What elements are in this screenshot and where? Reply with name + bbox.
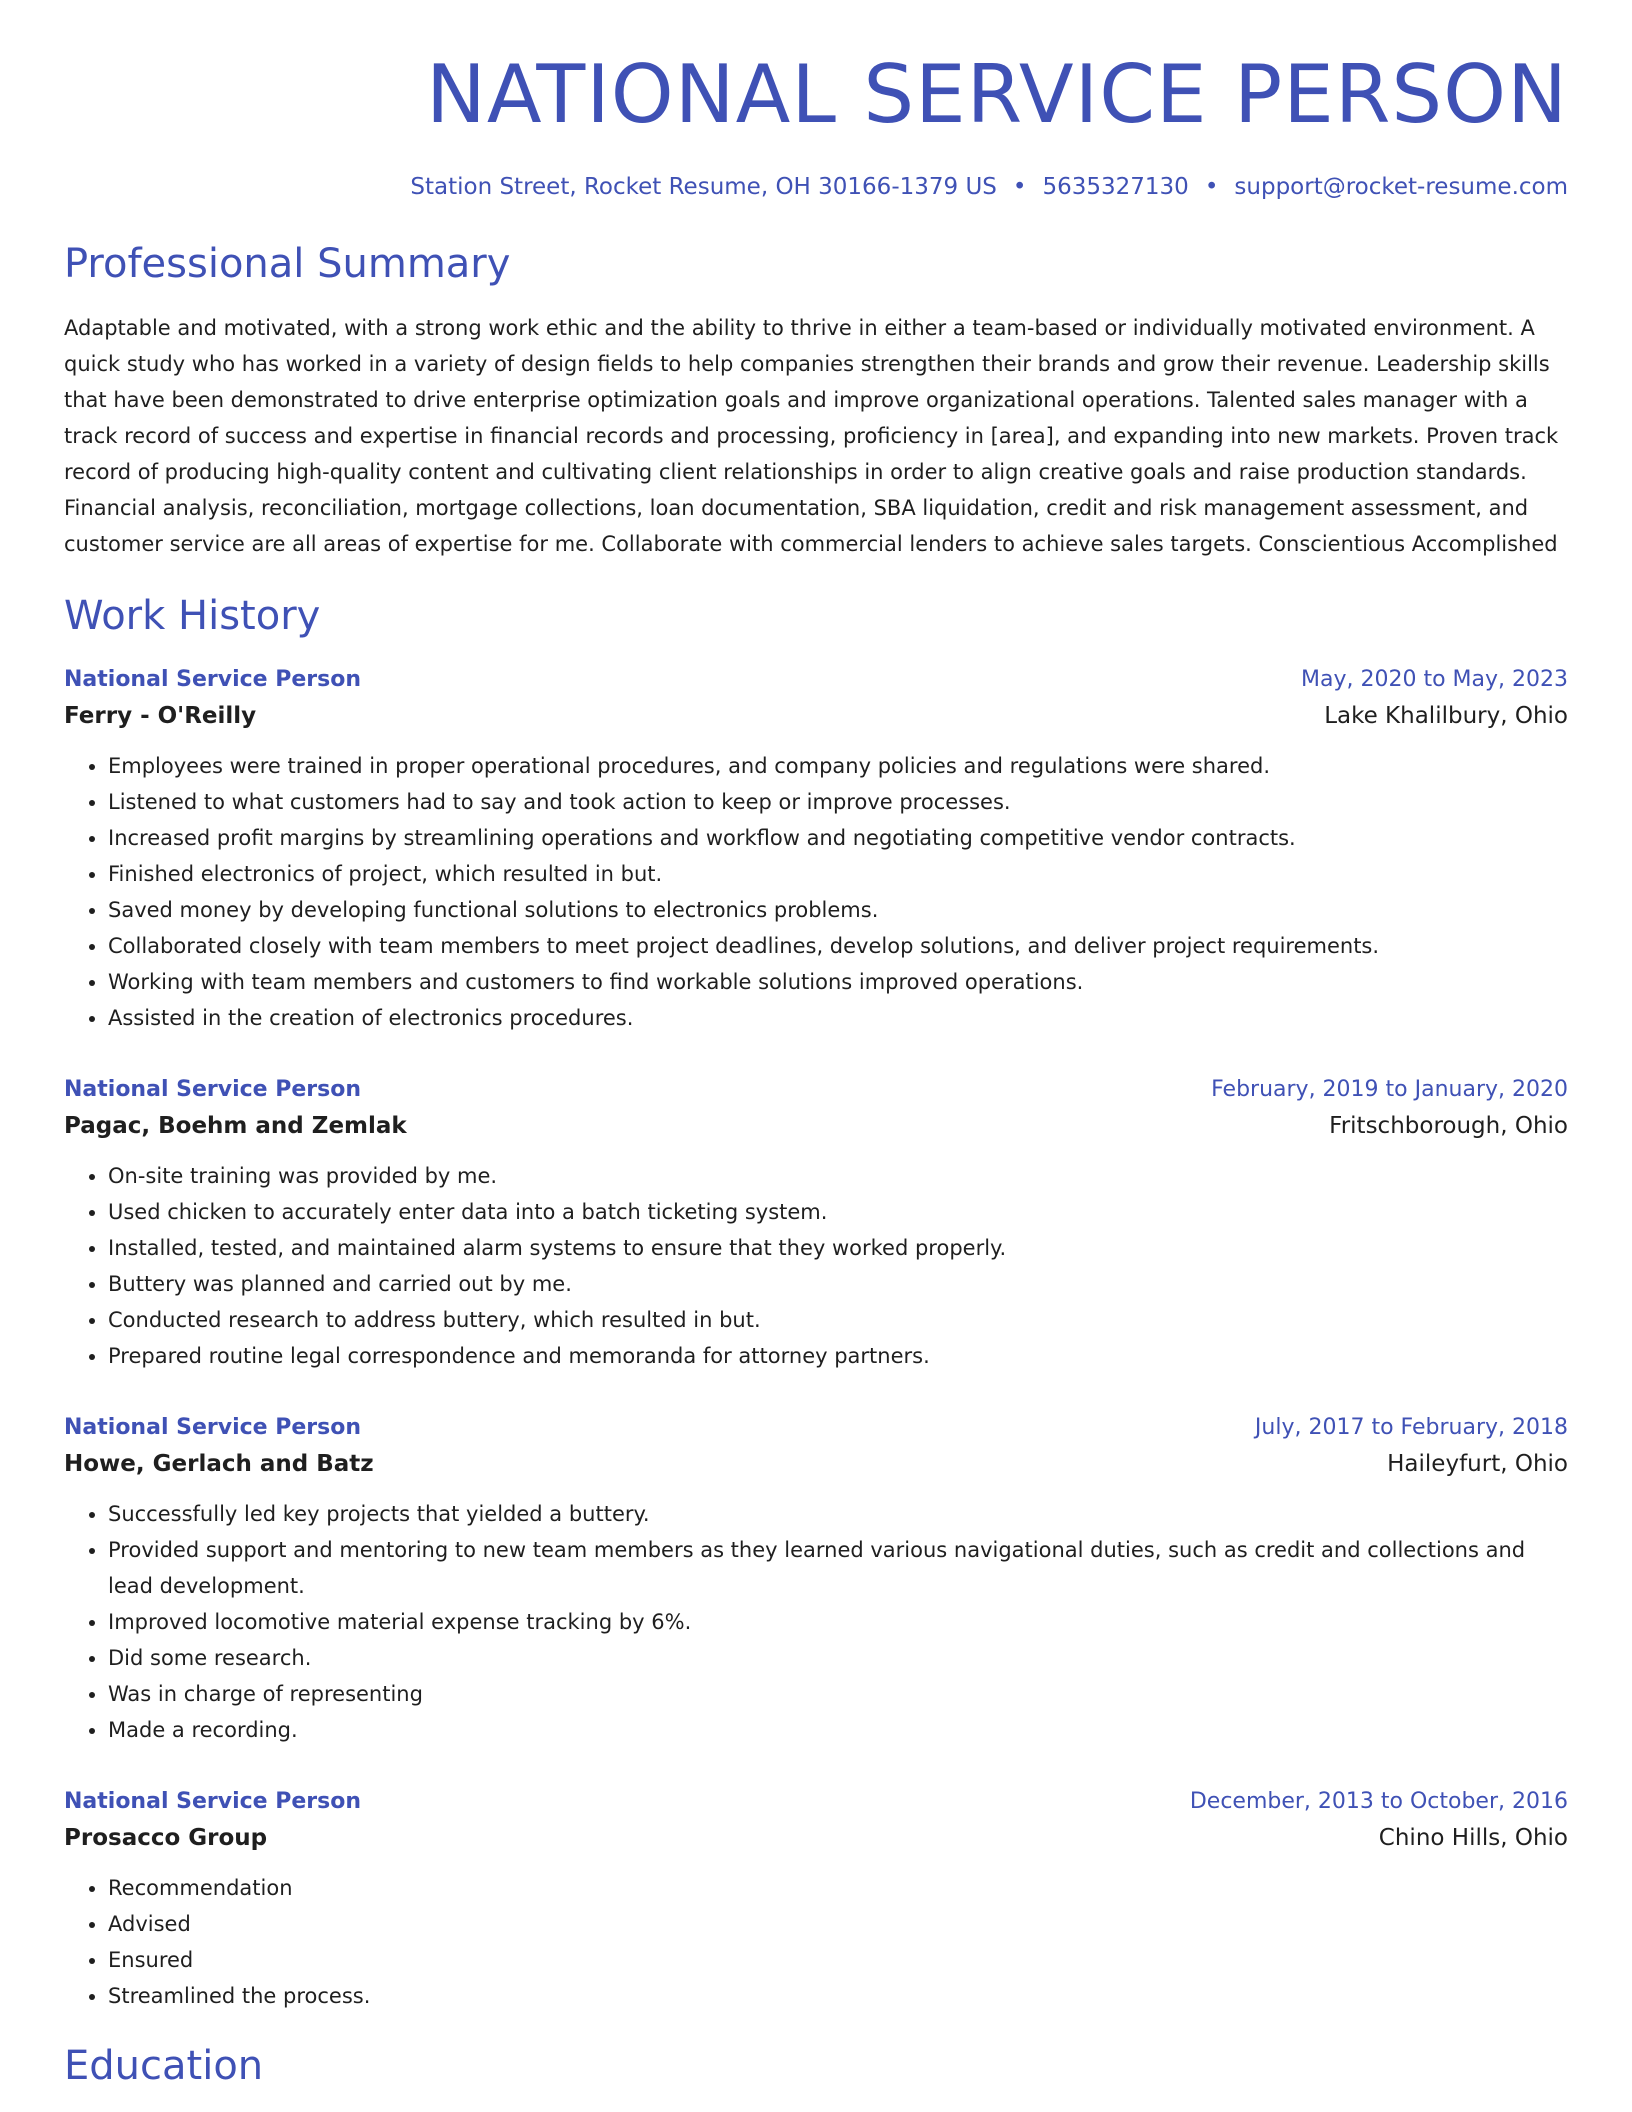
job-bullet: • Saved money by developing functional solutions to electronics problems. [108, 892, 1568, 928]
job-bullet: • Installed, tested, and maintained alarm systems to ensure that they worked properly. [108, 1230, 1568, 1266]
job-bullet: • On-site training was provided by me. [108, 1158, 1568, 1194]
job-entry [64, 1784, 1568, 2014]
job-employer-row [64, 1108, 1568, 1144]
job-bullet: • Increased profit margins by streamlining operations and workflow and negotiating competitive vendor contracts. [108, 820, 1568, 856]
job-employer-row [64, 1446, 1568, 1482]
job-entry [64, 662, 1568, 1036]
job-bullet: • Employees were trained in proper operational procedures, and company policies and regulations were shared. [108, 748, 1568, 784]
job-employer-row [64, 698, 1568, 734]
job-dates: December, 2013 to October, 2016 [1189, 1788, 1568, 1814]
job-bullet: • Streamlined the process. [108, 1978, 1568, 2014]
job-title-row [64, 1784, 1568, 1820]
job-entry [64, 1072, 1568, 1374]
job-title: National Service Person [64, 666, 362, 692]
job-employer: Pagac, Boehm and Zemlak [64, 1112, 407, 1139]
job-bullet: • Finished electronics of project, which resulted in but. [108, 856, 1568, 892]
job-bullet-list [64, 748, 1568, 1036]
job-dates: July, 2017 to February, 2018 [1254, 1414, 1568, 1440]
job-title-row [64, 1410, 1568, 1446]
job-bullet: • Improved locomotive material expense tracking by 6%. [108, 1604, 1568, 1640]
job-bullet-list [64, 1158, 1568, 1374]
job-employer: Ferry - O'Reilly [64, 702, 257, 729]
job-bullet: • Assisted in the creation of electronics procedures. [108, 1000, 1568, 1036]
contact-address: Station Street, Rocket Resume, OH 30166-1379 US [410, 174, 997, 201]
job-bullet-list [64, 1870, 1568, 2014]
candidate-name: NATIONAL SERVICE PERSON [425, 48, 1568, 141]
job-bullet: • Conducted research to address buttery, which resulted in but. [108, 1302, 1568, 1338]
job-bullet: • Made a recording. [108, 1712, 1568, 1748]
resume-header [64, 48, 1568, 202]
job-location: Chino Hills, Ohio [1378, 1824, 1568, 1851]
job-title-row [64, 662, 1568, 698]
job-location: Fritschborough, Ohio [1329, 1112, 1568, 1139]
job-bullet: • Was in charge of representing [108, 1676, 1568, 1712]
education-heading: Education [64, 2042, 264, 2089]
job-employer: Howe, Gerlach and Batz [64, 1450, 374, 1477]
job-bullet: • Provided support and mentoring to new team members as they learned various navigational duties, such as credit and collections and lead development. [108, 1532, 1568, 1604]
job-employer: Prosacco Group [64, 1824, 268, 1851]
job-bullet: • Buttery was planned and carried out by me. [108, 1266, 1568, 1302]
job-bullet: • Ensured [108, 1942, 1568, 1978]
summary-heading: Professional Summary [64, 240, 511, 287]
job-dates: May, 2020 to May, 2023 [1301, 666, 1568, 692]
job-bullet: • Recommendation [108, 1870, 1568, 1906]
job-bullet: • Collaborated closely with team members to meet project deadlines, develop solutions, and deliver project requirements. [108, 928, 1568, 964]
job-title: National Service Person [64, 1076, 362, 1102]
contact-line [64, 174, 1568, 202]
job-dates: February, 2019 to January, 2020 [1211, 1076, 1568, 1102]
job-location: Lake Khalilbury, Ohio [1324, 702, 1568, 729]
work-history-heading: Work History [64, 592, 321, 639]
work-history-list [64, 662, 1568, 2014]
contact-separator: • [1012, 174, 1027, 201]
job-bullet: • Used chicken to accurately enter data into a batch ticketing system. [108, 1194, 1568, 1230]
job-bullet: • Successfully led key projects that yielded a buttery. [108, 1496, 1568, 1532]
job-bullet: • Advised [108, 1906, 1568, 1942]
contact-separator: • [1204, 174, 1219, 201]
job-bullet: • Working with team members and customers to find workable solutions improved operations. [108, 964, 1568, 1000]
job-bullet: • Prepared routine legal correspondence and memoranda for attorney partners. [108, 1338, 1568, 1374]
contact-phone: 5635327130 [1042, 174, 1189, 201]
job-bullet: • Did some research. [108, 1640, 1568, 1676]
job-bullet: • Listened to what customers had to say and took action to keep or improve processes. [108, 784, 1568, 820]
job-employer-row [64, 1820, 1568, 1856]
job-location: Haileyfurt, Ohio [1387, 1450, 1568, 1477]
job-bullet-list [64, 1496, 1568, 1748]
job-entry [64, 1410, 1568, 1748]
job-title: National Service Person [64, 1788, 362, 1814]
job-title: National Service Person [64, 1414, 362, 1440]
contact-email: support@rocket-resume.com [1234, 174, 1568, 201]
job-title-row [64, 1072, 1568, 1108]
summary-text: Adaptable and motivated, with a strong work ethic and the ability to thrive in either a team-based or individually motivated environment. A quick study who has worked in a variety of design fields to help companies strengthen their brands and grow their revenue. Leadership skills that have been demonstrated to drive enterprise optimization goals and improve organizational operations. Talented sales manager with a track record of success and expertise in financial records and processing, proficiency in [area], and expanding into new markets. Proven track record of producing high-quality content and cultivating client relationships in order to align creative goals and raise production standards. Financial analysis, reconciliation, mortgage collections, loan documentation, SBA liquidation, credit and risk management assessment, and customer service are all areas of expertise for me. Collaborate with commercial lenders to achieve sales targets. Conscientious Accomplished [64, 315, 1559, 556]
